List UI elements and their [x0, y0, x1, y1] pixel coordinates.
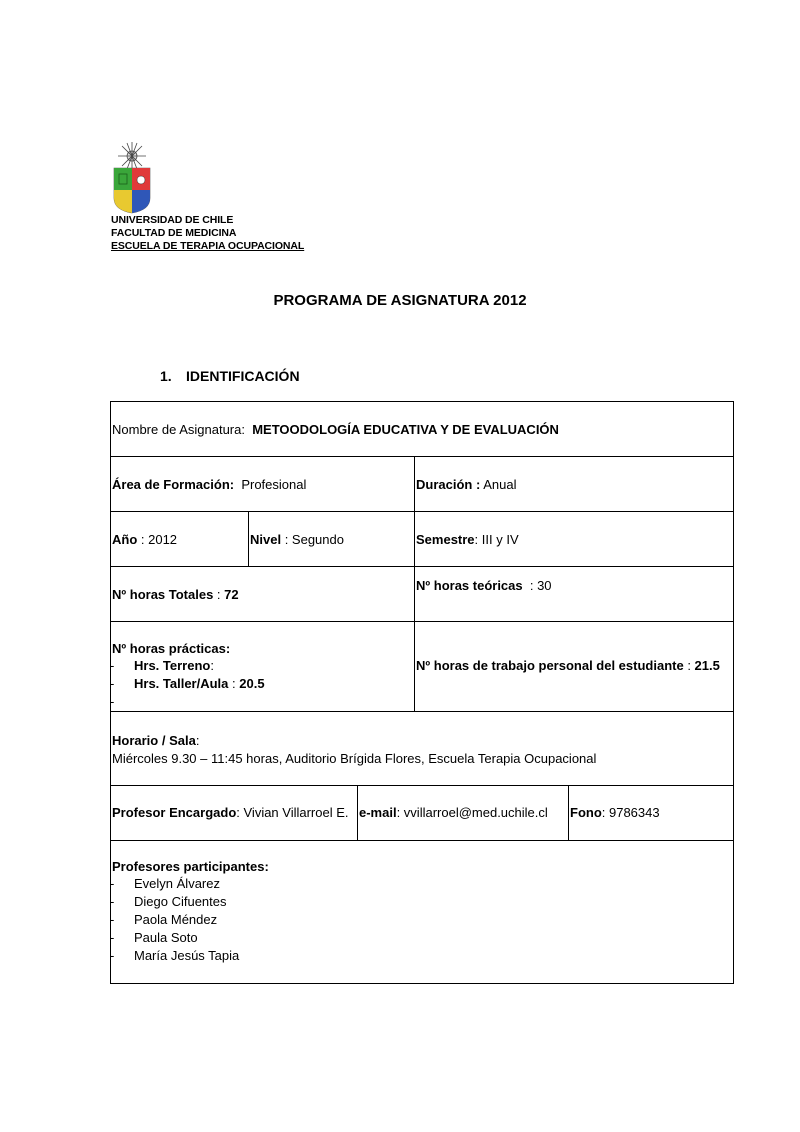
row-divider [110, 566, 734, 567]
row-divider [110, 456, 734, 457]
total-hours-cell [112, 587, 239, 602]
column-divider [248, 511, 249, 566]
list-item: - María Jesús Tapia [88, 947, 269, 965]
row-divider [110, 511, 734, 512]
section-number: 1. [160, 368, 172, 384]
faculty-name: FACULTAD DE MEDICINA [111, 227, 237, 239]
list-item [88, 657, 265, 675]
teacher-value: : Vivian Villarroel E. [236, 805, 349, 820]
theory-hours-cell [416, 578, 552, 593]
row-divider [110, 840, 734, 841]
email-cell [359, 805, 548, 820]
subject-value: METOODOLOGÍA EDUCATIVA Y DE EVALUACIÓN [252, 422, 559, 437]
theory-hours-value: : 30 [522, 578, 552, 593]
total-hours-value: 72 [224, 587, 239, 602]
participants-label: Profesores participantes: [112, 859, 269, 874]
section-label: IDENTIFICACIÓN [186, 368, 300, 384]
schedule-colon: : [195, 733, 200, 748]
participants-cell [112, 859, 269, 965]
teacher-label: Profesor Encargado [112, 805, 237, 820]
column-divider [568, 785, 569, 840]
practice-hours-label: Nº horas prácticas: [112, 641, 231, 656]
practice-item-value-bold: 20.5 [239, 676, 265, 691]
level-value: : Segundo [281, 532, 344, 547]
email-label: e-mail [359, 805, 397, 820]
personal-work-value: 21.5 [694, 658, 720, 673]
semester-value: : III y IV [474, 532, 519, 547]
email-value: : vvillarroel@med.uchile.cl [396, 805, 548, 820]
duration-cell [416, 477, 516, 492]
list-item: - Paola Méndez [88, 911, 269, 929]
total-hours-sep: : [213, 587, 225, 602]
teacher-cell [112, 805, 349, 820]
practice-item-label: Hrs. Terreno [134, 658, 211, 673]
participants-list [88, 875, 269, 965]
institution-header [111, 214, 304, 253]
subject-cell [112, 422, 559, 437]
university-logo [110, 140, 154, 214]
subject-label: Nombre de Asignatura: [112, 422, 245, 437]
university-name: UNIVERSIDAD DE CHILE [111, 214, 234, 226]
list-item: - Paula Soto [88, 929, 269, 947]
schedule-cell [112, 732, 596, 768]
semester-label: Semestre [416, 532, 475, 547]
level-label: Nivel [250, 532, 282, 547]
duration-label: Duración : [416, 477, 481, 492]
area-value: Profesional [241, 477, 307, 492]
list-item: - Evelyn Álvarez [88, 875, 269, 893]
phone-cell [570, 805, 660, 820]
semester-cell [416, 532, 519, 547]
personal-work-sep: : [683, 658, 695, 673]
page-title: PROGRAMA DE ASIGNATURA 2012 [273, 292, 527, 309]
school-name: ESCUELA DE TERAPIA OCUPACIONAL [111, 240, 305, 252]
practice-item-label: Hrs. Taller/Aula [134, 676, 229, 691]
duration-value: Anual [483, 477, 517, 492]
practice-item-value: : [228, 676, 240, 691]
list-item [88, 675, 265, 693]
column-divider [357, 785, 358, 840]
area-cell [112, 477, 306, 492]
year-value: : 2012 [137, 532, 178, 547]
star-emblem-icon [118, 142, 146, 170]
personal-work-cell [416, 658, 720, 673]
theory-hours-label: Nº horas teóricas [416, 578, 523, 593]
row-divider [110, 621, 734, 622]
row-divider [110, 711, 734, 712]
personal-work-label: Nº horas de trabajo personal del estudiante [416, 658, 684, 673]
section-heading [160, 368, 300, 384]
phone-label: Fono [570, 805, 602, 820]
row-divider [110, 785, 734, 786]
year-cell [112, 532, 177, 547]
practice-hours-cell [112, 641, 265, 693]
column-divider [414, 456, 415, 711]
level-cell [250, 532, 344, 547]
schedule-label: Horario / Sala [112, 733, 196, 748]
schedule-value: Miércoles 9.30 – 11:45 horas, Auditorio Brígida Flores, Escuela Terapia Ocupacional [112, 751, 597, 766]
year-label: Año [112, 532, 138, 547]
practice-item-value: : [210, 658, 214, 673]
area-label: Área de Formación: [112, 477, 235, 492]
list-item: - Diego Cifuentes [88, 893, 269, 911]
phone-value: : 9786343 [601, 805, 660, 820]
total-hours-label: Nº horas Totales [112, 587, 214, 602]
practice-hours-list [88, 657, 265, 693]
